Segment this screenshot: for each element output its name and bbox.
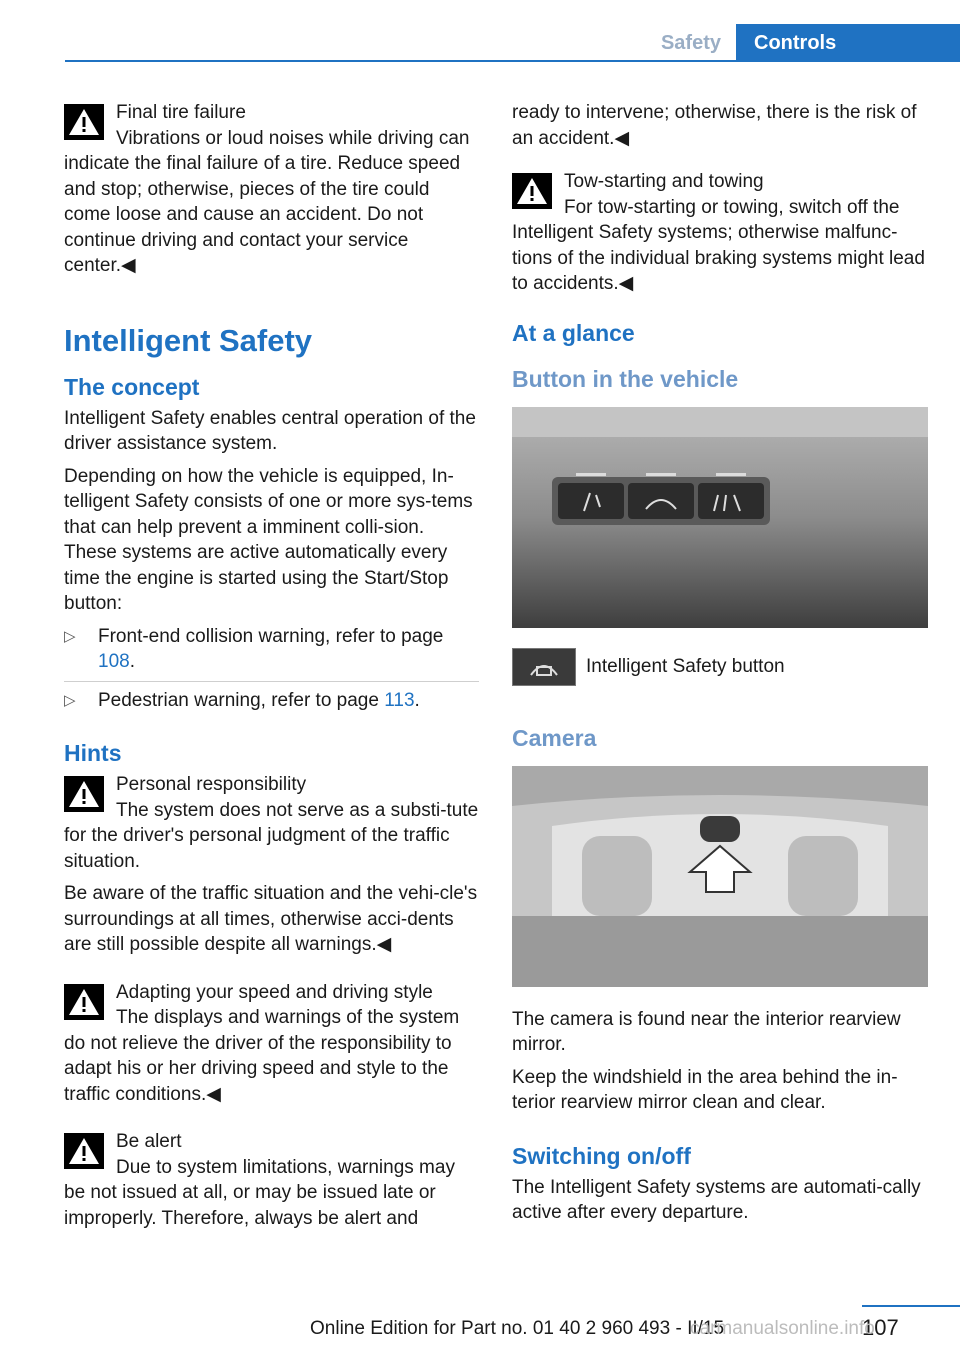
- header-section-tab: Safety: [660, 32, 721, 54]
- warning-title: Tow-starting and towing: [564, 171, 764, 192]
- systems-list: [64, 624, 479, 720]
- concept-heading: The concept: [64, 373, 200, 400]
- page-link[interactable]: 113: [384, 689, 415, 711]
- warning-triangle-icon: [64, 776, 104, 812]
- header-chapter-tab: Controls: [736, 24, 960, 62]
- concept-paragraph-2: Depending on how the vehicle is equipped, In‐telligent Safety consists of one or more sys‐tems that can help prevent a imminent colli‐sion. These systems are active automatically every time the engine is started using the Start/Stop button:: [64, 465, 473, 614]
- intelligent-safety-button-icon: [512, 648, 576, 686]
- bullet-arrow-icon: ▷: [64, 627, 76, 645]
- watermark-text: carmanualsonline.info: [690, 1318, 875, 1339]
- section-title: Intelligent Safety: [64, 322, 313, 358]
- warning-body: The system does not serve as a substi‐tute for the driver's personal judgment of the traffic situation.: [64, 799, 479, 872]
- warning-body: Vibrations or loud noises while driving can indicate the final failure of a tire. Reduce speed and stop; otherwise, pieces of the tire could come loose and cause an accident. Do not continue driving and contact your service center.◀: [64, 127, 470, 276]
- hints-heading: Hints: [64, 740, 122, 766]
- button-caption: Intelligent Safety button: [586, 655, 785, 677]
- button-photo: [512, 407, 928, 628]
- button-heading: Button in the vehicle: [512, 365, 739, 392]
- warning-triangle-icon: [512, 173, 552, 209]
- concept-paragraph-1: Intelligent Safety enables central operation of the driver assistance system.: [64, 407, 476, 454]
- warning-tow-starting: [512, 169, 927, 297]
- warning-body: Due to system limitations, warnings may be not issued at all, or may be issued late or improperly. Therefore, always be alert and: [64, 1156, 455, 1229]
- list-item-text: Pedestrian warning, refer to page: [98, 689, 385, 711]
- list-item: ▷ Front-end collision warning, refer to page 108.: [64, 624, 479, 682]
- at-a-glance-heading: At a glance: [512, 319, 635, 346]
- page-link[interactable]: 108: [98, 651, 130, 672]
- switching-heading: Switching on/off: [512, 1142, 691, 1169]
- list-item: ▷ Pedestrian warning, refer to page 113.: [64, 688, 479, 720]
- left-column: [64, 100, 479, 1253]
- camera-paragraph-1: The camera is found near the interior rearview mirror.: [512, 1008, 901, 1055]
- warning-personal-responsibility: [64, 772, 479, 958]
- camera-paragraph-2: Keep the windshield in the area behind the in‐terior rearview mirror clean and clear.: [512, 1066, 898, 1113]
- page-number: 107: [862, 1315, 899, 1340]
- list-item-text: Front-end collision warning, refer to page: [98, 625, 444, 647]
- switching-paragraph: The Intelligent Safety systems are automati‐cally active after every departure.: [512, 1176, 921, 1223]
- bullet-arrow-icon: ▷: [64, 691, 76, 709]
- footer-rule: [862, 1305, 960, 1307]
- warning-final-tire-failure: [64, 100, 479, 279]
- camera-photo: [512, 766, 928, 987]
- warning-body: For tow-starting or towing, switch off the Intelligent Safety systems; otherwise malfunc‐tions of the individual braking systems might lead to accidents.◀: [512, 196, 925, 294]
- warning-be-alert: [64, 1129, 479, 1231]
- warning-adapting-speed: [64, 980, 479, 1108]
- warning-title: Final tire failure: [116, 102, 246, 123]
- warning-body: The displays and warnings of the system do not relieve the driver of the responsibility to adapt his or her driving speed and style to the traffic conditions.◀: [64, 1007, 460, 1105]
- continued-text: ready to intervene; otherwise, there is the risk of an accident.◀: [512, 102, 917, 149]
- camera-heading: Camera: [512, 724, 597, 751]
- right-column: [512, 100, 927, 1233]
- header-rule: [65, 60, 960, 62]
- warning-title: Adapting your speed and driving style: [116, 981, 433, 1003]
- warning-triangle-icon: [64, 1133, 104, 1169]
- warning-title: Personal responsibility: [116, 774, 307, 795]
- edition-text: Online Edition for Part no. 01 40 2 960 493 - II/15: [310, 1318, 725, 1339]
- intelligent-safety-button-row: [512, 648, 927, 686]
- warning-body-2: Be aware of the traffic situation and the vehi‐cle's surroundings at all times, otherwise acci‐dents are still possible despite all warnings.◀: [64, 883, 478, 955]
- warning-triangle-icon: [64, 104, 104, 140]
- warning-title: Be alert: [116, 1131, 182, 1152]
- warning-triangle-icon: [64, 984, 104, 1020]
